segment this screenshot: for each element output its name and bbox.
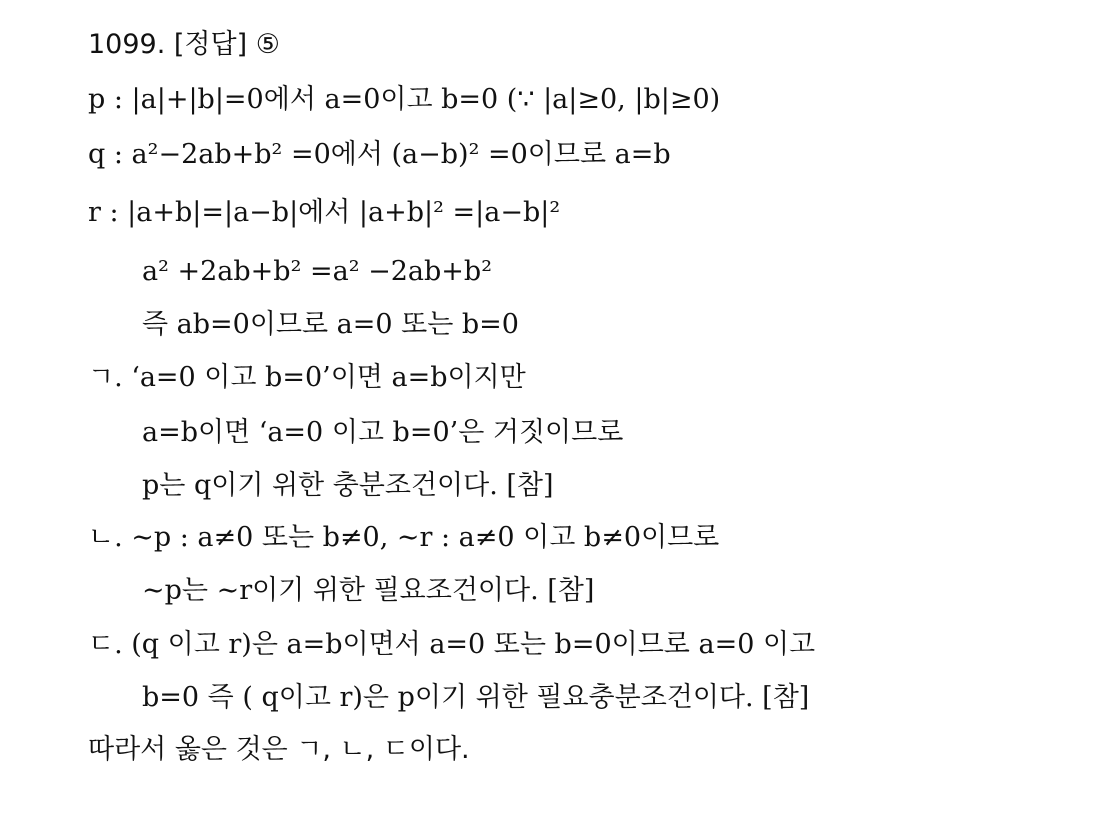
item-digeut-line2: b=0 즉 ( q이고 r)은 p이기 위한 필요충분조건이다. [참] <box>142 682 810 713</box>
item-giyeok-line3: p는 q이기 위한 충분조건이다. [참] <box>142 470 554 501</box>
final-answer: 따라서 옳은 것은 ㄱ, ㄴ, ㄷ이다. <box>88 734 470 765</box>
item-nieun: ㄴ. ∼p : a≠0 또는 b≠0, ∼r : a≠0 이고 b≠0이므로 <box>88 522 720 553</box>
statement-p: p : |a|+|b|=0에서 a=0이고 b=0 (∵ |a|≥0, |b|≥0) <box>88 84 721 115</box>
item-giyeok: ㄱ. ‘a=0 이고 b=0’이면 a=b이지만 <box>88 362 526 393</box>
statement-q: q : a²−2ab+b² =0에서 (a−b)² =0이므로 a=b <box>88 139 671 170</box>
item-giyeok-line2: a=b이면 ‘a=0 이고 b=0’은 거짓이므로 <box>142 417 624 448</box>
r-expansion: a² +2ab+b² =a² −2ab+b² <box>142 256 493 287</box>
statement-r: r : |a+b|=|a−b|에서 |a+b|² =|a−b|² <box>88 197 561 228</box>
problem-header: 1099. [정답] ⑤ <box>88 29 280 60</box>
item-digeut: ㄷ. (q 이고 r)은 a=b이면서 a=0 또는 b=0이므로 a=0 이고 <box>88 629 816 660</box>
r-conclusion: 즉 ab=0이므로 a=0 또는 b=0 <box>142 309 519 340</box>
item-nieun-line2: ∼p는 ∼r이기 위한 필요조건이다. [참] <box>142 575 595 606</box>
